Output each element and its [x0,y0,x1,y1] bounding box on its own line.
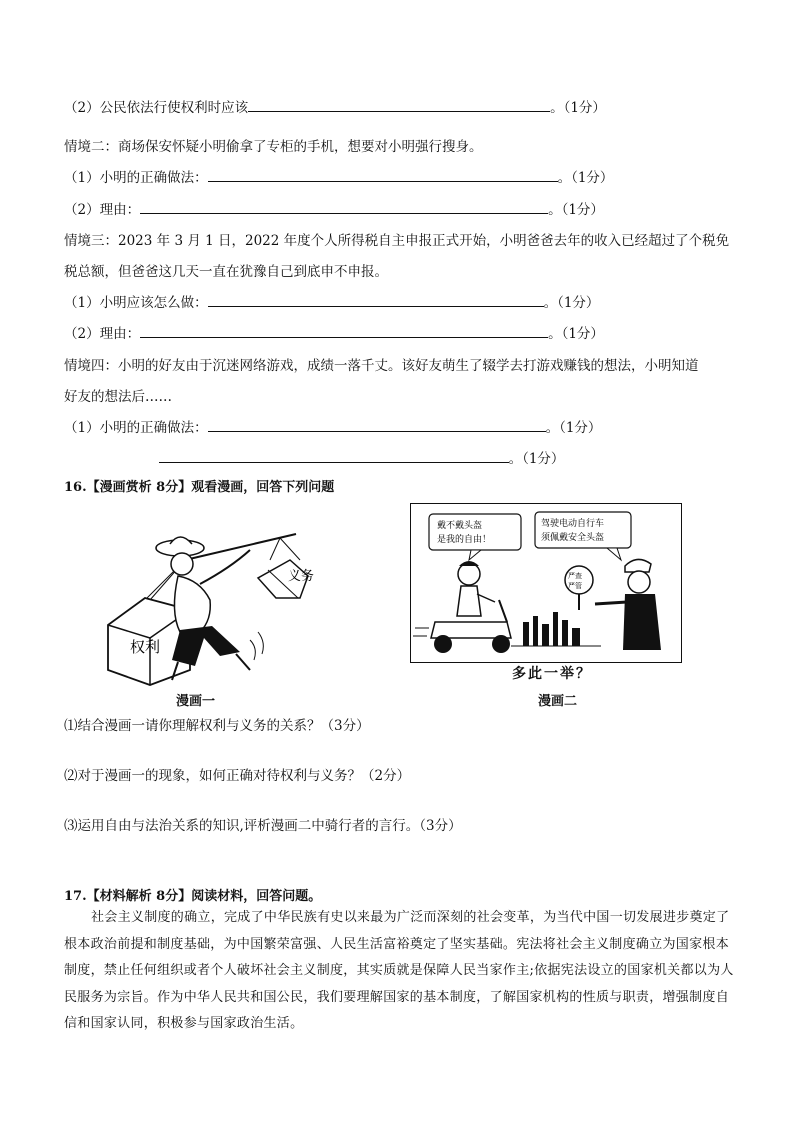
question-line [64,447,564,467]
comic-two-bubble-right-1: 驾驶电动自行车 [541,519,605,529]
comic-two-sign-1: 严查 [568,572,582,580]
comic-one-caption: 漫画一 [176,694,216,709]
scenario-2-title: 情境二：商场保安怀疑小明偷拿了专柜的手机，想要对小明强行搜身。 [64,139,483,155]
scenario-3-title-line2: 税总额，但爸爸这几天一直在犹豫自己到底申不申报。 [64,264,388,280]
q17-heading: 17.【材料解析 8分】阅读材料，回答问题。 [64,889,322,904]
answer-blank[interactable] [248,99,550,112]
q16-heading: 16.【漫画赏析 8分】观看漫画，回答下列问题 [64,480,335,495]
score-label: 。（1分） [545,420,602,436]
question-prefix: （1）小明的正确做法： [64,420,208,436]
score-label: 。（1分） [543,295,600,311]
score-label: 。（1分） [548,202,604,218]
comic-two-bubble-left-2: 是我的自由！ [437,535,492,545]
answer-blank[interactable] [159,450,509,463]
scenario-4-title-line1: 情境四：小明的好友由于沉迷网络游戏，成绩一落千丈。该好友萌生了辍学去打游戏赚钱的想法，小明知道 [64,358,699,374]
q16-sub2: ⑵对于漫画一的现象，如何正确对待权利与义务？（2分） [64,768,411,784]
answer-blank[interactable] [208,169,558,182]
comic-two-bottom-text: 多此一举？ [512,666,592,682]
q16-sub3: ⑶运用自由与法治关系的知识,评析漫画二中骑行者的言行。（3分） [64,818,462,834]
comic-one-image [100,520,315,690]
scenario-4-title-line2: 好友的想法后…… [64,389,172,405]
score-label: 。（1分） [548,326,604,342]
comic-two-sign-2: 严管 [568,582,582,590]
score-label: 。（1分） [550,100,606,116]
question-prefix: （2）理由： [64,326,141,342]
comic-one-rights-label: 权利 [130,638,161,656]
question-prefix: （1）小明应该怎么做： [64,295,208,311]
question-prefix: （1）小明的正确做法： [64,170,208,186]
answer-blank[interactable] [140,201,548,214]
question-line [64,322,604,342]
score-label: 。（1分） [508,451,565,467]
comic-one-duty-label: 义务 [288,569,315,584]
answer-blank[interactable] [140,325,548,338]
q17-material-paragraph: 社会主义制度的确立，完成了中华民族有史以来最为广泛而深刻的社会变革，为当代中国一切发展进步奠定了根本政治前提和制度基础，为中国繁荣富强、人民生活富裕奠定了坚实基础。宪法将社会主义制度确立为国家根本制度，禁止任何组织或者个人破坏社会主义制度，其实质就是保障人民当家作主;依据宪法设立的国家机关都以为人民服务为宗旨。作为中华人民共和国公民，我们要理解国家的基本制度，了解国家机构的性质与职责，增强制度自信和国家认同，积极参与国家政治生活。 [64,910,734,1031]
comic-two-image [411,504,681,662]
score-label: 。（1分） [557,170,614,186]
question-line [64,198,604,218]
comic-two-bubble-left-1: 戴不戴头盔 [437,521,483,531]
q16-sub1: ⑴结合漫画一请你理解权利与义务的关系？（3分） [64,718,370,734]
comic-two-bubble-right-2: 须佩戴安全头盔 [541,533,605,543]
question-line [64,96,606,116]
comic-two-frame [410,503,682,663]
question-prefix: （2）公民依法行使权利时应该 [64,100,249,116]
question-line [64,166,613,186]
comic-two-caption: 漫画二 [538,694,578,709]
question-line [64,416,601,436]
question-line [64,291,599,311]
answer-blank[interactable] [208,294,544,307]
answer-blank[interactable] [208,419,546,432]
question-prefix: （2）理由： [64,202,141,218]
scenario-3-title-line1: 情境三：2023 年 3 月 1 日，2022 年度个人所得税自主申报正式开始，小明爸爸去年的收入已经超过了个税免 [64,233,730,249]
